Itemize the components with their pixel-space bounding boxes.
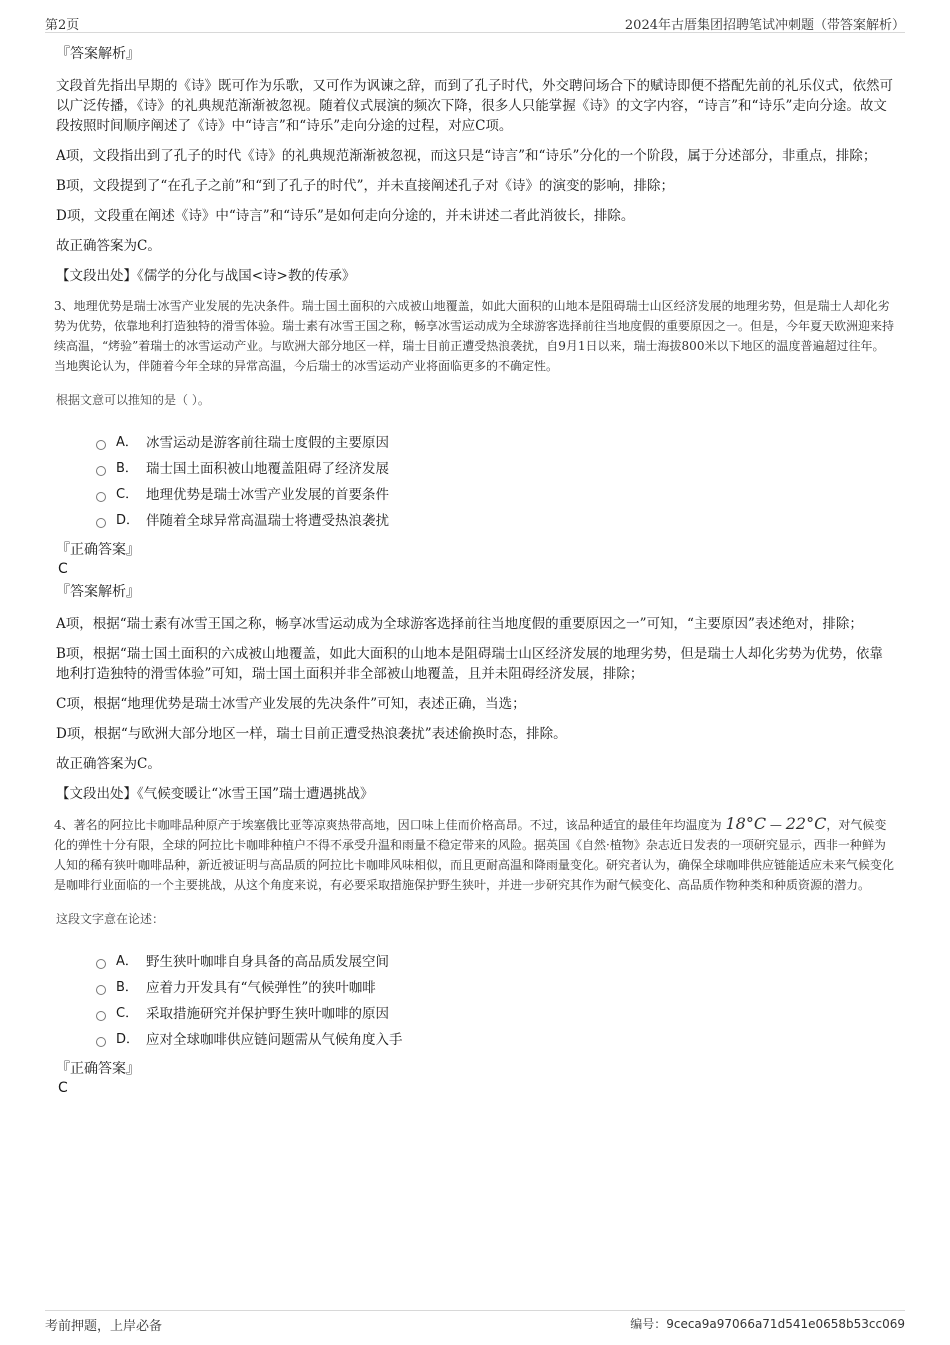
- option-a[interactable]: A． 冰雪运动是游客前往瑞士度假的主要原因: [96, 430, 894, 456]
- radio-icon[interactable]: [96, 492, 106, 502]
- radio-icon[interactable]: [96, 518, 106, 528]
- option-d[interactable]: D． 应对全球咖啡供应链问题需从气候角度入手: [96, 1027, 894, 1053]
- temperature-high: 22°C: [785, 814, 827, 833]
- correct-answer-label: 『正确答案』: [56, 542, 140, 558]
- correct-answer-value: C: [58, 561, 68, 577]
- answer-analysis-label: 『答案解析』: [56, 584, 140, 600]
- passage-source: 【文段出处】《气候变暖让“冰雪王国”瑞士遭遇挑战》: [56, 786, 374, 802]
- question-3-options: [96, 430, 894, 534]
- radio-icon[interactable]: [96, 466, 106, 476]
- radio-icon[interactable]: [96, 959, 106, 969]
- question-3-text: 3、地理优势是瑞士冰雪产业发展的先决条件。瑞士国土面积的六成被山地覆盖，如此大面积的山地本是阻碍瑞士山区经济发展的地理劣势，但是瑞士人却化劣势为优势，依靠地利打造独特的滑雪体验。瑞士素有冰雪王国之称，畅享冰雪运动成为全球游客选择前往当地度假的重要原因之一。但是，今年夏天欧洲迎来持续高温，“烤验”着瑞士的冰雪运动产业。与欧洲大部分地区一样，瑞士目前正遭受热浪袭扰，自9月1日以来，瑞士海拔800米以下地区的温度普遍超过往年。当地舆论认为，伴随着今年全球的异常高温，今后瑞士的冰雪运动产业将面临更多的不确定性。: [54, 299, 895, 373]
- option-a[interactable]: A． 野生狭叶咖啡自身具备的高品质发展空间: [96, 949, 894, 975]
- analysis-paragraph: C项，根据“地理优势是瑞士冰雪产业发展的先决条件”可知，表述正确，当选；: [56, 696, 526, 712]
- page-footer: [45, 1310, 905, 1334]
- option-b[interactable]: B． 瑞士国土面积被山地覆盖阻碍了经济发展: [96, 456, 894, 482]
- analysis-paragraph: 文段首先指出早期的《诗》既可作为乐歌，又可作为讽谏之辞，而到了孔子时代，外交聘问场合下的赋诗即便不搭配先前的礼乐仪式，依然可以广泛传播，《诗》的礼典规范渐渐被忽视。随着仪式展演的频次下降，很多人只能掌握《诗》的文字内容，“诗言”和“诗乐”走向分途。故文段按照时间顺序阐述了《诗》中“诗言”和“诗乐”走向分途的过程，对应C项。: [56, 78, 893, 134]
- passage-source: 【文段出处】《儒学的分化与战国<诗>教的传承》: [56, 268, 356, 284]
- analysis-paragraph: D项，文段重在阐述《诗》中“诗言”和“诗乐”是如何走向分途的，并未讲述二者此消彼长，排除。: [56, 208, 635, 224]
- radio-icon[interactable]: [96, 985, 106, 995]
- correct-answer-value: C: [58, 1080, 68, 1096]
- temperature-low: 18°C: [725, 814, 767, 833]
- analysis-paragraph: B项，文段提到了“在孔子之前”和“到了孔子的时代”，并未直接阐述孔子对《诗》的演变的影响，排除；: [56, 178, 675, 194]
- correct-answer-label: 『正确答案』: [56, 1061, 140, 1077]
- answer-analysis-label: 『答案解析』: [56, 46, 140, 62]
- page-content: [56, 44, 894, 1099]
- radio-icon[interactable]: [96, 1011, 106, 1021]
- page-header: [45, 12, 905, 33]
- option-c[interactable]: C． 地理优势是瑞士冰雪产业发展的首要条件: [96, 482, 894, 508]
- analysis-paragraph: A项，根据“瑞士素有冰雪王国之称，畅享冰雪运动成为全球游客选择前往当地度假的重要原因之一”可知，“主要原因”表述绝对，排除；: [56, 616, 863, 632]
- option-c[interactable]: C． 采取措施研究并保护野生狭叶咖啡的原因: [96, 1001, 894, 1027]
- page-number: 第2页: [45, 18, 80, 33]
- option-b[interactable]: B． 应着力开发具有“气候弹性”的狭叶咖啡: [96, 975, 894, 1001]
- question-4-options: [96, 949, 894, 1053]
- question-4-text: 4、著名的阿拉比卡咖啡品种原产于埃塞俄比亚等凉爽热带高地，因口味上佳而价格高昂。不过，该品种适宜的最佳年均温度为 18°C — 22°C，对气候变化的弹性十分有限，全球的阿拉比卡咖啡种植户不得不承受升温和雨量不稳定带来的风险。据英国《自然·植物》杂志近日发表的一项研究显示，西非一种鲜为人知的稀有狭叶咖啡品种，新近被证明与高品质的阿拉比卡咖啡风味相似，而且更耐高温和降雨量变化。研究者认为，确保全球咖啡供应链能适应未来气候变化是咖啡行业面临的一个主要挑战，从这个角度来说，有必要采取措施保护野生狭叶，并进一步研究其作为耐气候变化、高品质作物种类和种质资源的潜力。: [54, 814, 895, 892]
- analysis-conclusion: 故正确答案为C。: [56, 756, 161, 772]
- document-id: 编号：9ceca9a97066a71d541e0658b53cc069: [630, 1317, 905, 1331]
- document-title: 2024年古厝集团招聘笔试冲刺题（带答案解析）: [624, 18, 905, 33]
- question-4-prompt: 这段文字意在论述：: [56, 912, 165, 926]
- analysis-paragraph: D项，根据“与欧洲大部分地区一样，瑞士目前正遭受热浪袭扰”表述偷换时态，排除。: [56, 726, 567, 742]
- radio-icon[interactable]: [96, 440, 106, 450]
- question-3-prompt: 根据文意可以推知的是（ ）。: [56, 393, 210, 407]
- radio-icon[interactable]: [96, 1037, 106, 1047]
- analysis-conclusion: 故正确答案为C。: [56, 238, 161, 254]
- analysis-paragraph: B项，根据“瑞士国土面积的六成被山地覆盖，如此大面积的山地本是阻碍瑞士山区经济发展的地理劣势，但是瑞士人却化劣势为优势，依靠地利打造独特的滑雪体验”可知，瑞士国土面积并非全部被山地覆盖，且并未阻碍经济发展，排除；: [56, 646, 883, 682]
- option-d[interactable]: D． 伴随着全球异常高温瑞士将遭受热浪袭扰: [96, 508, 894, 534]
- footer-slogan: 考前押题，上岸必备: [45, 1319, 163, 1334]
- analysis-paragraph: A项，文段指出到了孔子的时代《诗》的礼典规范渐渐被忽视，而这只是“诗言”和“诗乐”分化的一个阶段，属于分述部分，非重点，排除；: [56, 148, 877, 164]
